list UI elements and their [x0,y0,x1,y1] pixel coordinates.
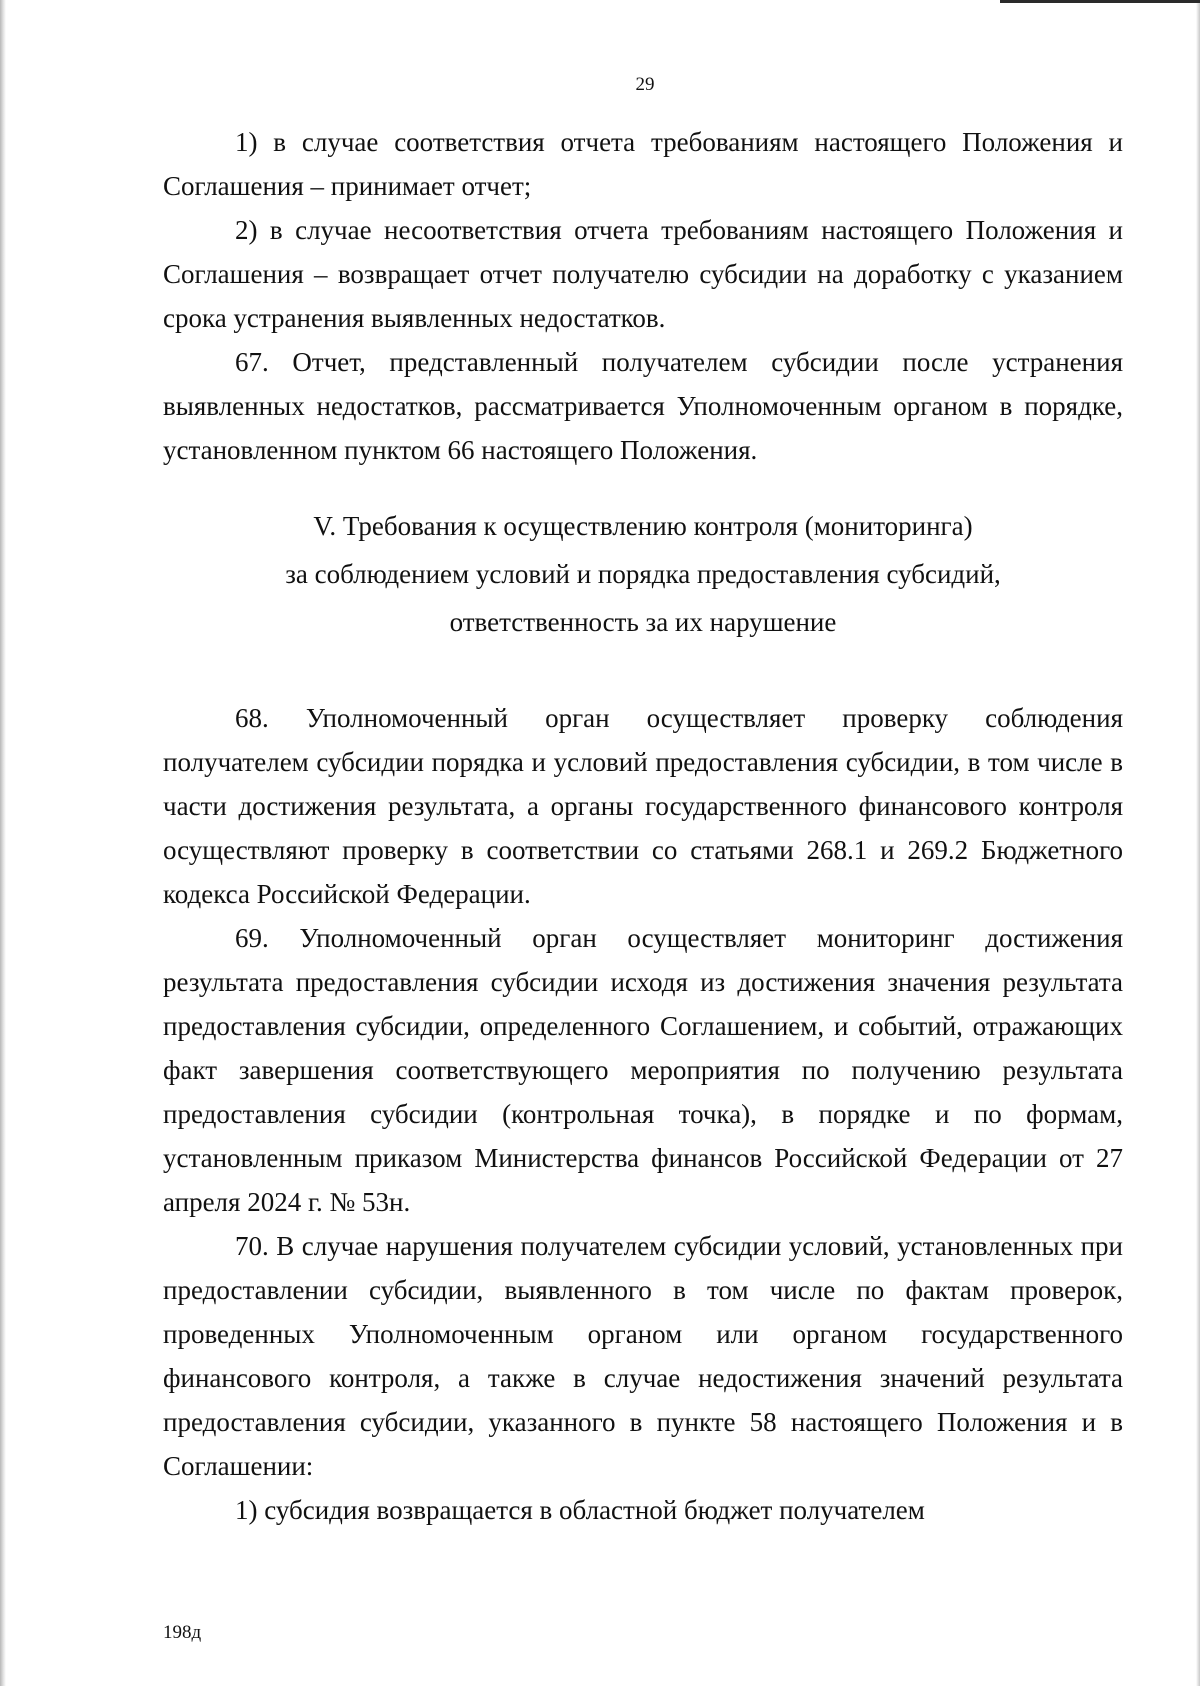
section-heading-line-3: ответственность за их нарушение [449,607,837,637]
section-heading [163,502,1123,646]
scan-top-line [1000,0,1200,3]
page-number: 29 [635,74,655,95]
paragraph-67: 67. Отчет, представленный получателем субсидии после устранения выявленных недостатков, рассматривается Уполномоченным органом в порядке, установленном пунктом 66 настоящего Положения. [163,347,1123,465]
paragraph-70-item-1: 1) субсидия возвращается в областной бюджет получателем [235,1495,925,1525]
scan-edge-right [1196,0,1200,1686]
paragraph-70: 70. В случае нарушения получателем субсидии условий, установленных при предоставлении субсидии, выявленного в том числе по фактам проверок, проведенных Уполномоченным органом или органом государственного финансового контроля, а также в случае недостижения значений результата предоставления субсидии, указанного в пункте 58 настоящего Положения и в Соглашении: [163,1231,1123,1481]
document-body [163,120,1123,1532]
scan-edge-left [0,0,6,1686]
footer-code: 198д [163,1622,202,1643]
paragraph-69: 69. Уполномоченный орган осуществляет мониторинг достижения результата предоставления субсидии исходя из достижения значения результата предоставления субсидии, определенного Соглашением, и событий, отражающих факт завершения соответствующего мероприятия по получению результата предоставления субсидии (контрольная точка), в порядке и по формам, установленным приказом Министерства финансов Российской Федерации от 27 апреля 2024 г. № 53н. [163,923,1123,1217]
paragraph-item-1-accept: 1) в случае соответствия отчета требованиям настоящего Положения и Соглашения – принимает отчет; [163,127,1123,201]
paragraph-item-2-return: 2) в случае несоответствия отчета требованиям настоящего Положения и Соглашения – возвращает отчет получателю субсидии на доработку с указанием срока устранения выявленных недостатков. [163,215,1123,333]
section-heading-line-1: V. Требования к осуществлению контроля (мониторинга) [313,511,973,541]
paragraph-68: 68. Уполномоченный орган осуществляет проверку соблюдения получателем субсидии порядка и условий предоставления субсидии, в том числе в части достижения результата, а органы государственного финансового контроля осуществляют проверку в соответствии со статьями 268.1 и 269.2 Бюджетного кодекса Российской Федерации. [163,703,1123,909]
section-heading-line-2: за соблюдением условий и порядка предоставления субсидий, [285,559,1001,589]
